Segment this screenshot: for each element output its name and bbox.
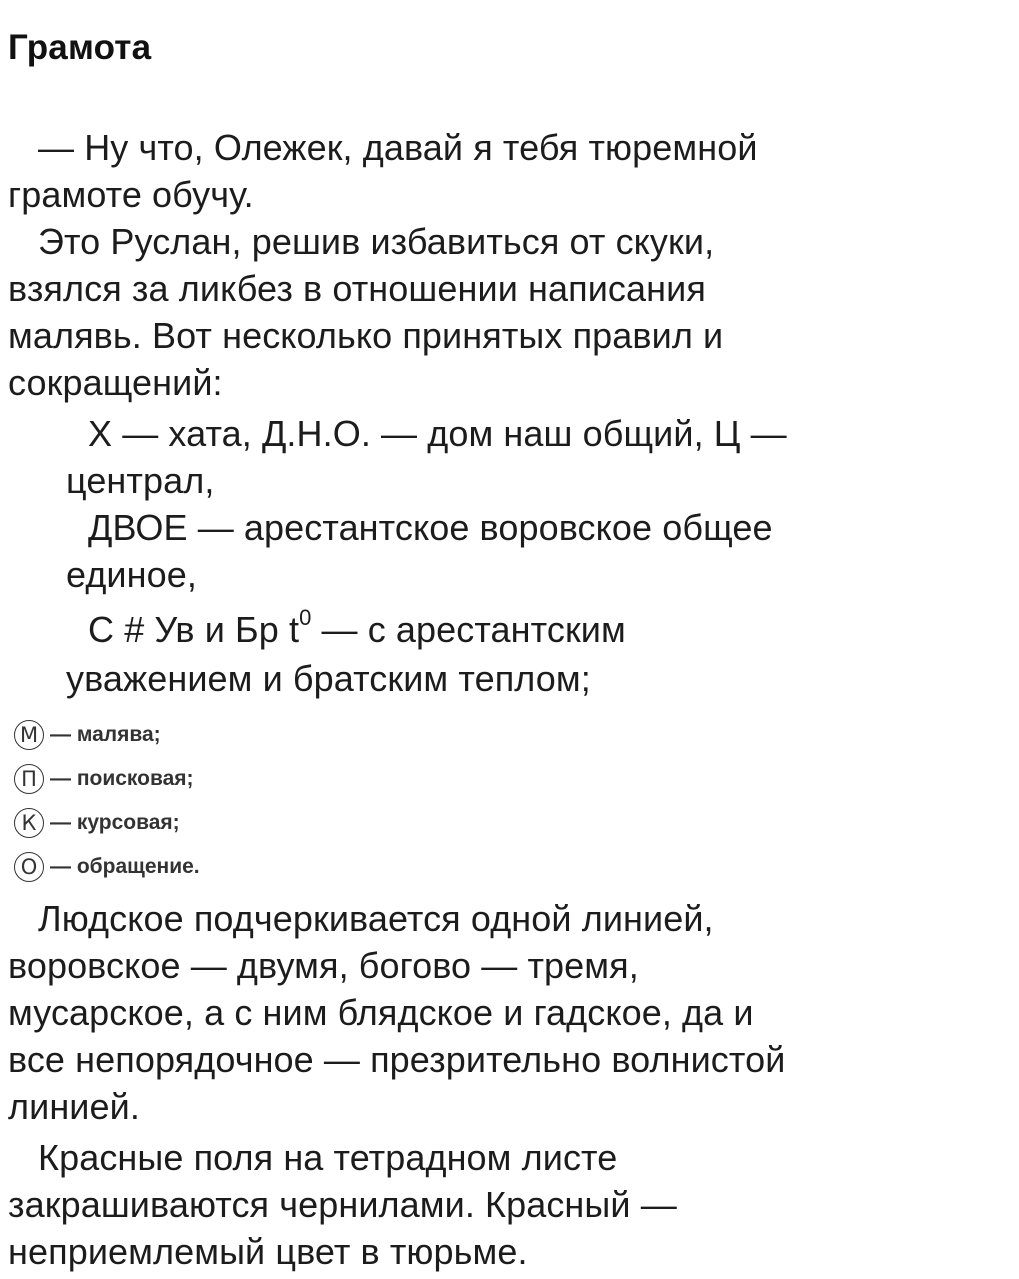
legend-row <box>14 801 200 845</box>
legend-row <box>14 757 200 801</box>
paragraph-4-line-1: Красные поля на тетрадном листе <box>38 1137 618 1178</box>
legend-row <box>14 845 200 889</box>
list-item-3-line-2: уважением и братским теплом; <box>66 658 591 699</box>
paragraph-4-line-2: закрашиваются чернилами. Красный — <box>8 1184 677 1225</box>
legend-label: — поисковая; <box>50 767 194 790</box>
paragraph-3-line-1: Людское подчеркивается одной линией, <box>38 898 714 939</box>
circled-letter-m-icon: М <box>14 720 44 750</box>
paragraph-1-line-1: — Ну что, Олежек, давай я тебя тюремной <box>38 127 758 168</box>
legend-label: — обращение. <box>50 855 200 878</box>
list-item-2-line-1: ДВОЕ — арестантское воровское общее <box>88 507 773 548</box>
list-item-3-text-a: С # Ув и Бр t <box>88 609 300 650</box>
circled-letter-k-icon: К <box>14 808 44 838</box>
paragraph-2-line-2: взялся за ликбез в отношении написания <box>8 268 706 309</box>
document-title: Грамота <box>8 28 152 67</box>
circled-letter-p-icon: П <box>14 764 44 794</box>
abbreviation-legend <box>14 713 200 889</box>
paragraph-2-line-4: сокращений: <box>8 362 223 403</box>
list-item-1-line-1: Х — хата, Д.Н.О. — дом наш общий, Ц — <box>88 413 787 454</box>
paragraph-3-line-5: линией. <box>8 1086 140 1127</box>
paragraph-2-line-1: Это Руслан, решив избавиться от скуки, <box>38 221 715 262</box>
paragraph-4-line-3: неприемлемый цвет в тюрьме. <box>8 1231 528 1272</box>
legend-label: — малява; <box>50 723 161 746</box>
legend-row <box>14 713 200 757</box>
legend-label: — курсовая; <box>50 811 180 834</box>
paragraph-3-line-2: воровское — двумя, богово — тремя, <box>8 945 639 986</box>
paragraph-2-line-3: малявь. Вот несколько принятых правил и <box>8 315 724 356</box>
list-item-1-line-2: централ, <box>66 460 215 501</box>
list-item-3-line-1 <box>88 606 626 653</box>
paragraph-1-line-2: грамоте обучу. <box>8 174 254 215</box>
list-item-2-line-2: единое, <box>66 554 197 595</box>
list-item-3-text-b: — с арестантским <box>311 609 626 650</box>
paragraph-3-line-4: все непорядочное — презрительно волнистой <box>8 1039 786 1080</box>
circled-letter-o-icon: О <box>14 852 44 882</box>
list-item-3-superscript: 0 <box>299 605 312 630</box>
paragraph-3-line-3: мусарское, а с ним блядское и гадское, да и <box>8 992 754 1033</box>
